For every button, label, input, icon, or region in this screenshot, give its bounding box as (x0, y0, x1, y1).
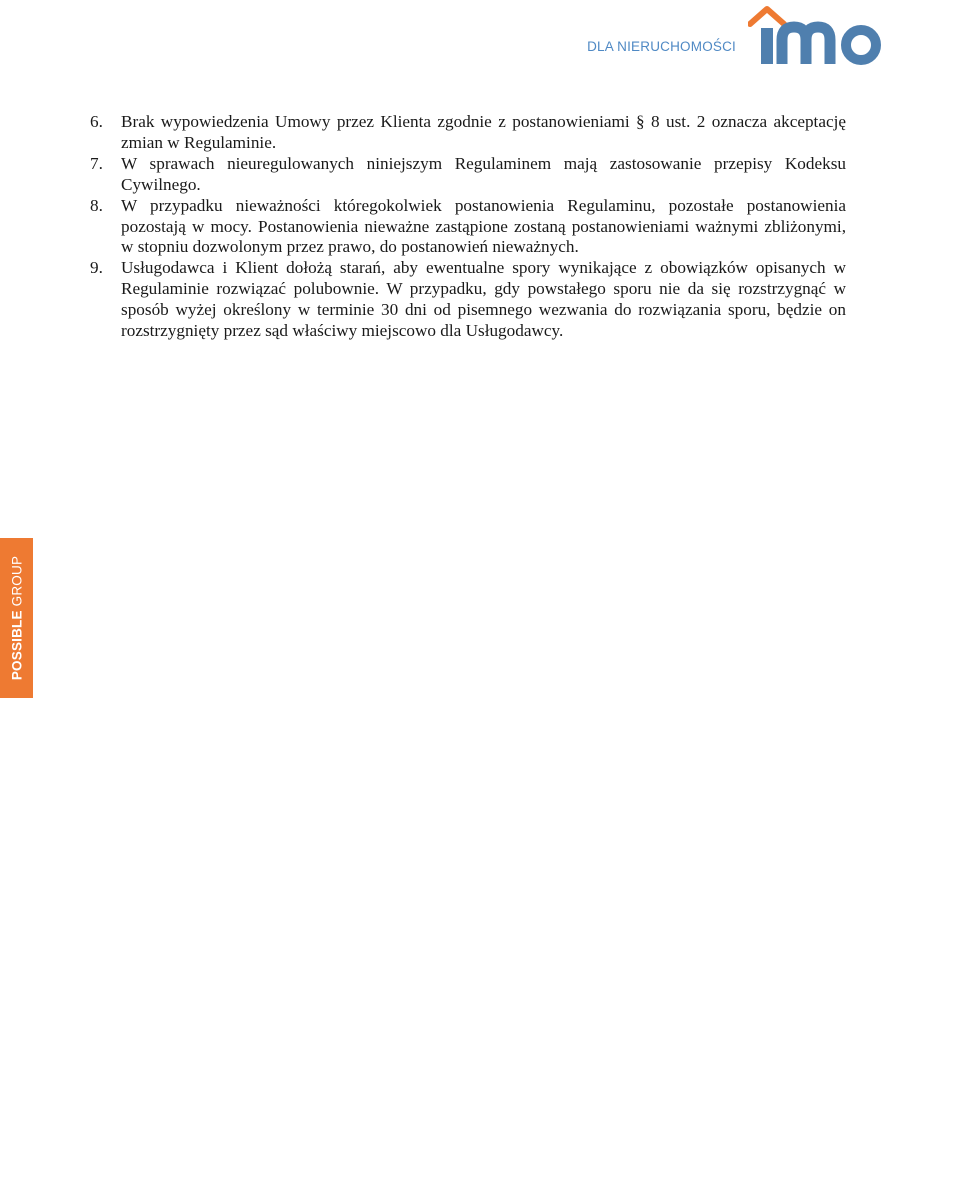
item-text: Brak wypowiedzenia Umowy przez Klienta zgodnie z postanowieniami § 8 ust. 2 oznacza akceptację zmian w Regulaminie. (121, 112, 846, 152)
list-item (90, 258, 846, 342)
group-word: GROUP (9, 555, 24, 611)
item-text: W przypadku nieważności któregokolwiek postanowienia Regulaminu, pozostałe postanowienia pozostają w mocy. Postanowienia nieważne zastąpione zostaną postanowieniami ważnymi zbliżonymi, w stopniu dozwolonym przez prawo, do postanowień nieważnych. (121, 195, 846, 257)
list-item (90, 154, 846, 196)
item-text: Usługodawca i Klient dołożą starań, aby ewentualne spory wynikające z obowiązków opisanych w Regulaminie rozwiązać polubownie. W przypadku, gdy powstałego sporu nie da się rozstrzygnąć w sposób wyżej określony w terminie 30 dni od pisemnego wezwania do rozwiązania sporu, będzie on rozstrzygnięty przez sąd właściwy miejscowo dla Usługodawcy. (121, 258, 846, 341)
terms-list (90, 112, 846, 342)
item-number: 9. (90, 258, 103, 278)
item-number: 6. (90, 112, 103, 131)
list-item (90, 196, 846, 259)
possible-group-tab (0, 538, 33, 698)
tagline: DLA NIERUCHOMOŚCI (587, 39, 736, 54)
item-number: 8. (90, 195, 103, 215)
item-number: 7. (90, 153, 103, 173)
possible-group-label (9, 556, 24, 680)
possible-word: POSSIBLE (9, 610, 24, 681)
header-logo (587, 4, 884, 66)
imo-logo (748, 4, 884, 66)
item-text: W sprawach nieuregulowanych niniejszym Regulaminem mają zastosowanie przepisy Kodeksu Cywilnego. (121, 153, 846, 194)
list-item (90, 112, 846, 154)
